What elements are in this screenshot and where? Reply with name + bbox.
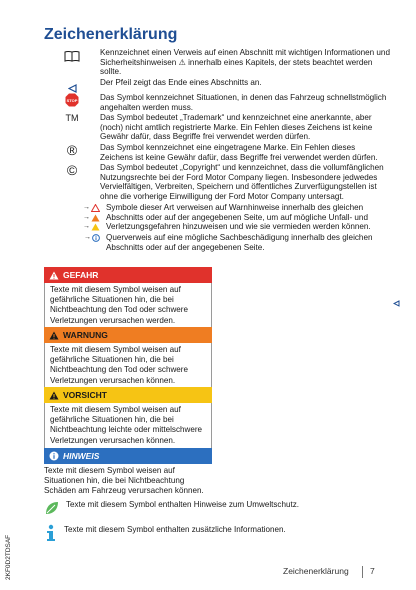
info-circle-icon	[49, 451, 59, 461]
legend-row	[44, 203, 390, 233]
legend-text: Das Symbol bedeutet „Copyright“ und kennzeichnet, dass die vollumfänglichen Nutzungsrechte bei der Ford Motor Company liegen. Insbesondere jedwedes Vervielfältigen, Verbreiten, Speichern und öffentliches Zurverfügungstellen ist ohne die vorherige Einwilligung der Ford Motor Company untersagt.	[100, 163, 384, 202]
document-code: 2KF0D2TDSAF	[5, 534, 12, 580]
warning-reference-icons	[44, 203, 106, 232]
notice-text: Texte mit diesem Symbol weisen auf Situationen hin, die bei Nichtbeachtung Schäden am Fahrzeug verursachen können.	[44, 466, 204, 496]
danger-label: GEFAHR	[63, 270, 99, 280]
stop-sign-icon	[65, 93, 79, 112]
warning-triangle-icon	[49, 271, 59, 280]
copyright-icon: ©	[66, 162, 78, 178]
info-icon	[44, 524, 58, 547]
page-title: Zeichenerklärung	[44, 26, 178, 43]
info-reference-icon	[44, 233, 106, 243]
caution-triangle-icon	[91, 223, 100, 231]
section-end-icon	[393, 294, 400, 312]
leaf-icon	[44, 500, 60, 521]
warning-text: Texte mit diesem Symbol weisen auf gefährliche Situationen hin, die bei Nichtbeachtung den Tod oder schwere Verletzungen verursachen können.	[44, 343, 212, 389]
registered-icon: ®	[66, 142, 78, 158]
arrow-icon: →	[84, 234, 91, 241]
notice-box	[44, 448, 212, 499]
footer-divider	[362, 566, 363, 578]
legend-text: Symbole dieser Art verweisen auf Warnhinweise innerhalb des gleichen Abschnitts oder auf der angegebenen Seite, um auf mögliche Unfall- und Verletzungsgefahren hinzuweisen und wie sie vermieden werden können.	[106, 203, 371, 232]
warning-header	[44, 327, 212, 343]
legend-text: Kennzeichnet einen Verweis auf einen Abschnitt mit wichtigen Informationen und Sicherheitshinweisen ⚠ innerhalb eines Kapitels, der stets beachtet werden sollte.	[100, 48, 390, 77]
danger-triangle-icon	[91, 204, 100, 212]
legend-row	[44, 143, 390, 163]
notice-label: HINWEIS	[63, 451, 100, 461]
warning-box	[44, 327, 212, 389]
caution-header	[44, 387, 212, 403]
info-text: Texte mit diesem Symbol enthalten zusätzliche Informationen.	[64, 525, 286, 534]
legend-row	[44, 78, 390, 93]
legend-text: Das Symbol kennzeichnet eine eingetragene Marke. Ein Fehlen dieses Zeichens ist keine Gewähr dafür, dass Begriffe frei verwendet werden dürfen.	[100, 143, 378, 162]
legend-row	[44, 233, 390, 253]
arrow-icon: →	[83, 223, 90, 231]
environment-note	[44, 500, 299, 521]
trademark-icon: TM	[65, 113, 79, 123]
symbol-legend	[44, 48, 390, 253]
warning-label: WARNUNG	[63, 330, 108, 340]
danger-box	[44, 267, 212, 329]
warning-triangle-icon	[91, 214, 100, 222]
info-note	[44, 524, 286, 547]
caution-box	[44, 387, 212, 449]
arrow-icon: →	[83, 213, 90, 221]
legend-text: Querverweis auf eine mögliche Sachbeschädigung innerhalb des gleichen Abschnitts oder auf der angegebenen Seite.	[106, 233, 373, 252]
warning-triangle-icon	[49, 391, 59, 400]
legend-row	[44, 113, 390, 143]
caution-label: VORSICHT	[63, 390, 107, 400]
legend-row	[44, 48, 390, 78]
book-icon	[64, 49, 80, 67]
danger-text: Texte mit diesem Symbol weisen auf gefährliche Situationen hin, die bei Nichtbeachtung den Tod oder schwere Verletzungen verursachen werden.	[44, 283, 212, 329]
legend-text: Das Symbol bedeutet „Trademark“ und kennzeichnet eine anerkannte, aber (noch) nicht amtlich registrierte Marke. Ein Fehlen dieses Zeichens ist keine Gewähr dafür, dass Begriffe frei verwendet werden dürfen.	[100, 113, 373, 142]
danger-header	[44, 267, 212, 283]
caution-text: Texte mit diesem Symbol weisen auf gefährliche Situationen hin, die bei Nichtbeachtung leichte oder mittelschwere Verletzungen verursachen können.	[44, 403, 212, 449]
legend-text: Der Pfeil zeigt das Ende eines Abschnitts an.	[100, 78, 262, 87]
legend-text: Das Symbol kennzeichnet Situationen, in denen das Fahrzeug schnellstmöglich angehalten werden muss.	[100, 93, 387, 112]
notice-header	[44, 448, 212, 464]
environment-text: Texte mit diesem Symbol enthalten Hinweise zum Umweltschutz.	[66, 500, 300, 509]
notice-circle-icon	[92, 234, 100, 242]
legend-row	[44, 93, 390, 113]
footer-title: Zeichenerklärung	[283, 566, 349, 576]
stop-sign-label: STOP	[66, 98, 78, 103]
page-number: 7	[370, 566, 375, 576]
legend-row	[44, 163, 390, 203]
warning-triangle-icon	[49, 331, 59, 340]
arrow-icon: →	[83, 204, 90, 211]
